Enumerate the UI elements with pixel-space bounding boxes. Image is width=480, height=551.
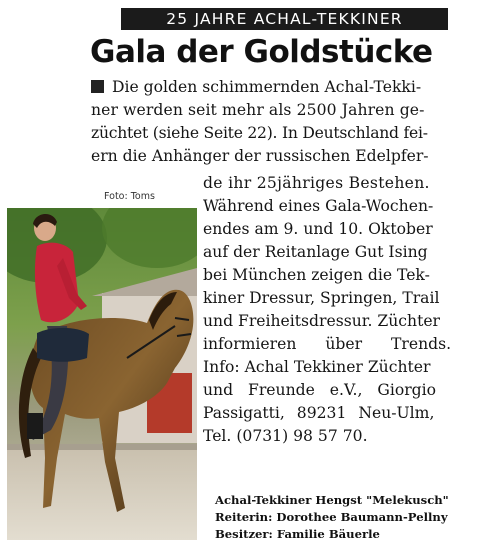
photo-credit: Foto: Toms (104, 191, 155, 202)
square-bullet-icon (91, 80, 104, 93)
body-line: Passigatti, 89231 Neu-Ulm, (203, 404, 435, 422)
body-line (91, 77, 421, 97)
horse-rider-photo (7, 208, 197, 540)
body-line: züchtet (siehe Seite 22). In Deutschland fei- (91, 124, 428, 142)
section-kicker: 25 JAHRE ACHAL-TEKKINER (121, 8, 448, 30)
body-line: de ihr 25jähriges Bestehen. (203, 174, 430, 192)
body-line: bei München zeigen die Tek- (203, 266, 430, 284)
body-line: Info: Achal Tekkiner Züchter (203, 358, 431, 376)
body-line: Während eines Gala-Wochen- (203, 197, 434, 215)
photo-caption-line: Reiterin: Dorothee Baumann-Pellny (215, 510, 448, 524)
photo-caption-line: Achal-Tekkiner Hengst "Melekusch" (215, 493, 449, 507)
photo-caption-line: Besitzer: Familie Bäuerle (215, 527, 380, 541)
body-line: ner werden seit mehr als 2500 Jahren ge- (91, 101, 425, 119)
body-line: endes am 9. und 10. Oktober (203, 220, 433, 238)
body-line: informieren über Trends. (203, 335, 452, 353)
body-line: Tel. (0731) 98 57 70. (203, 427, 368, 445)
body-line: und Freunde e.V., Giorgio (203, 381, 437, 399)
body-line: kiner Dressur, Springen, Trail (203, 289, 440, 307)
body-line: auf der Reitanlage Gut Ising (203, 243, 428, 261)
headline: Gala der Goldstücke (90, 34, 433, 70)
body-line: und Freiheitsdressur. Züchter (203, 312, 441, 330)
body-line: ern die Anhänger der russischen Edelpfer- (91, 147, 429, 165)
body-line-text: Die golden schimmernden Achal-Tekki- (112, 78, 422, 96)
